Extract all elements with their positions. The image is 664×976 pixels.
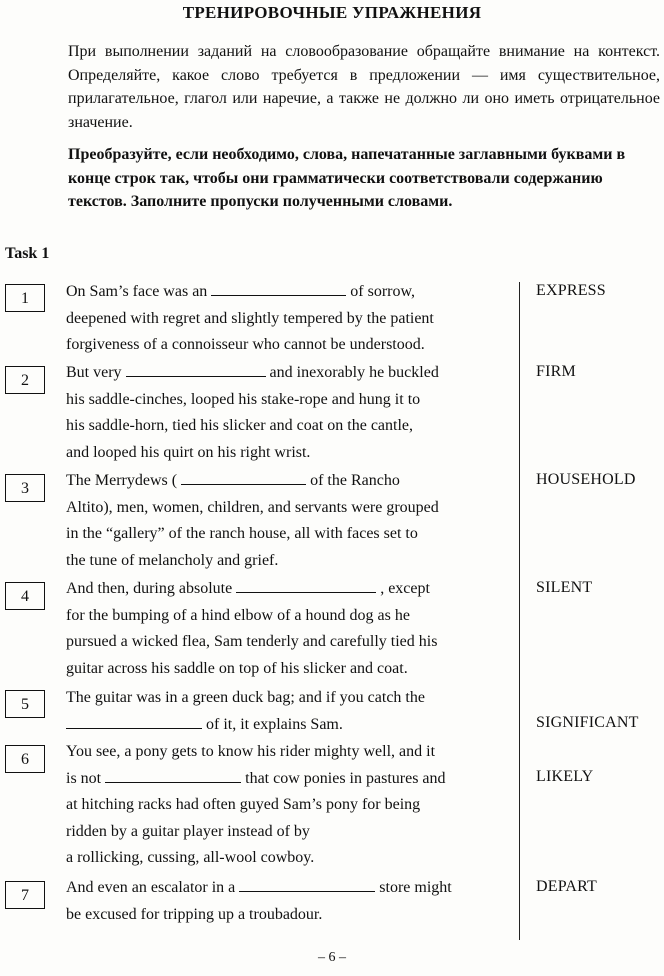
item-text-6: You see, a pony gets to know his rider mighty well, and it is not that cow ponies in pastures and at hitching racks had often guyed Sam’s pony for being ridden by a guitar player instead of by a rollicking, cussing, all-wool cowboy. <box>66 743 446 866</box>
item-number-1: 1 <box>5 284 45 312</box>
item-number-7: 7 <box>5 881 45 909</box>
keyword-2: FIRM <box>536 363 576 380</box>
item-number-5: 5 <box>5 690 45 718</box>
answer-blank-1[interactable] <box>211 282 346 296</box>
keyword-7: DEPART <box>536 878 597 895</box>
column-divider <box>519 282 520 940</box>
item-number-4: 4 <box>5 582 45 610</box>
item-text-5: The guitar was in a green duck bag; and if you catch the of it, it explains Sam. <box>66 689 425 733</box>
answer-blank-6[interactable] <box>105 769 241 783</box>
keyword-5: SIGNIFICANT <box>536 714 639 731</box>
page-number: – 6 – <box>318 950 346 965</box>
keyword-3: HOUSEHOLD <box>536 471 636 488</box>
answer-blank-7[interactable] <box>239 878 375 892</box>
page-title: ТРЕНИРОВОЧНЫЕ УПРАЖНЕНИЯ <box>182 3 482 22</box>
answer-blank-2[interactable] <box>126 363 266 377</box>
item-text-4: And then, during absolute , except for the bumping of a hind elbow of a hound dog as he pursued a wicked flea, Sam tenderly and carefully tied his guitar across his saddle on top of his slicker and coat. <box>66 580 438 677</box>
task-label: Task 1 <box>5 245 50 262</box>
keyword-1: EXPRESS <box>536 282 606 299</box>
keyword-4: SILENT <box>536 579 593 596</box>
item-number-6: 6 <box>5 745 45 773</box>
item-number-3: 3 <box>5 474 45 502</box>
answer-blank-5[interactable] <box>66 715 202 729</box>
item-text-1: On Sam’s face was an of sorrow, deepened with regret and slightly tempered by the patient forgiveness of a connoisseur who cannot be understood. <box>66 283 434 353</box>
item-text-7: And even an escalator in a store might be excused for tripping up a troubadour. <box>66 879 452 923</box>
keyword-6: LIKELY <box>536 768 594 785</box>
instruction-paragraph: Преобразуйте, если необходимо, слова, напечатанные заглавными буквами в конце строк так, чтобы они грамматически соответствовали содержанию текстов. Заполните пропуски полученными словами. <box>68 146 626 210</box>
answer-blank-3[interactable] <box>181 471 306 485</box>
item-number-2: 2 <box>5 366 45 394</box>
answer-blank-4[interactable] <box>236 579 376 593</box>
item-text-2: But very and inexorably he buckled his saddle-cinches, looped his stake-rope and hung it to his saddle-horn, tied his slicker and coat on the cantle, and looped his quirt on his right wrist. <box>66 364 439 461</box>
item-text-3: The Merrydews ( of the Rancho Altito), men, women, children, and servants were grouped in the “gallery” of the ranch house, all with faces set to the tune of melancholy and grief. <box>66 472 439 569</box>
intro-paragraph: При выполнении заданий на словообразование обращайте внимание на контекст. Определяйте, какое слово требуется в предложении — имя существительное, прилагательное, глагол или наречие, а также не должно ли оно иметь отрицательное значение. <box>68 43 660 131</box>
